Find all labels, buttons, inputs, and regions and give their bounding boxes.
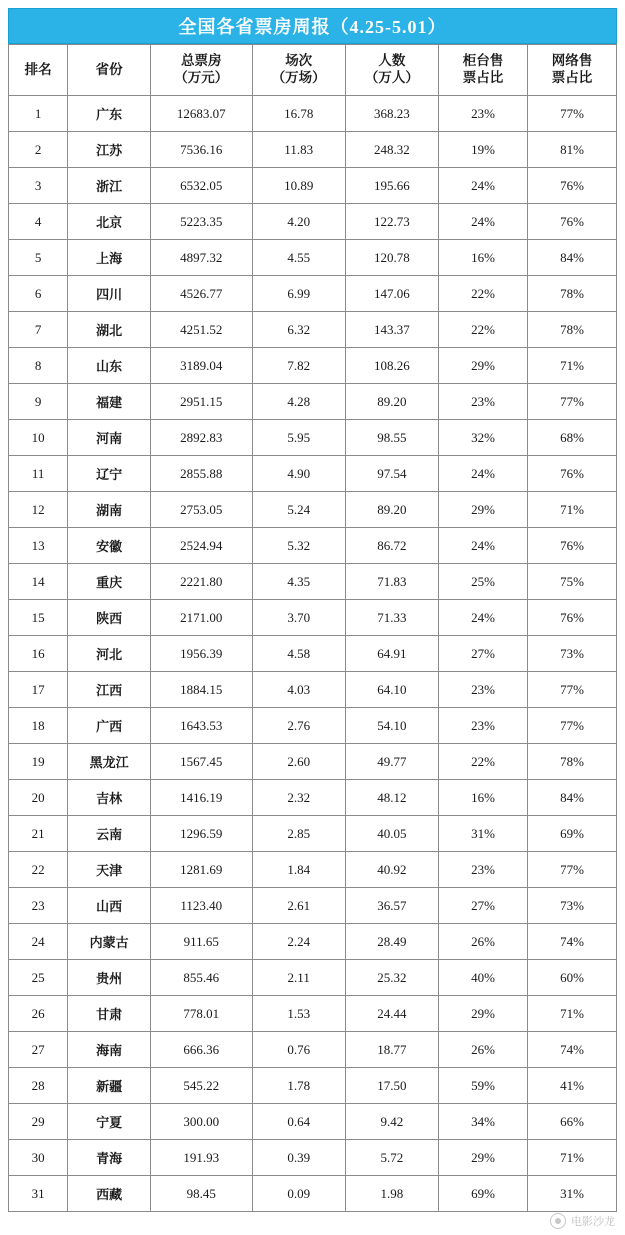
table-row (9, 528, 617, 564)
table-cell: 300.00 (150, 1104, 252, 1140)
table-cell: 23% (439, 708, 528, 744)
table-row (9, 672, 617, 708)
table-column-header-line: 柜台售 (462, 53, 504, 69)
table-cell: 71% (527, 492, 616, 528)
table-cell: 13 (9, 528, 68, 564)
table-cell: 青海 (68, 1140, 151, 1176)
table-cell: 71% (527, 996, 616, 1032)
table-cell: 31 (9, 1176, 68, 1212)
table-cell: 97.54 (345, 456, 438, 492)
table-cell: 浙江 (68, 168, 151, 204)
table-cell: 4.90 (252, 456, 345, 492)
table-cell: 34% (439, 1104, 528, 1140)
table-cell: 22% (439, 312, 528, 348)
table-cell: 上海 (68, 240, 151, 276)
table-cell: 16 (9, 636, 68, 672)
table-cell: 29% (439, 492, 528, 528)
table-cell: 64.91 (345, 636, 438, 672)
table-cell: 73% (527, 888, 616, 924)
table-cell: 16% (439, 240, 528, 276)
table-cell: 22% (439, 744, 528, 780)
table-cell: 7 (9, 312, 68, 348)
table-cell: 陕西 (68, 600, 151, 636)
table-cell: 29% (439, 1140, 528, 1176)
table-cell: 1296.59 (150, 816, 252, 852)
table-cell: 25.32 (345, 960, 438, 996)
table-cell: 海南 (68, 1032, 151, 1068)
table-row (9, 492, 617, 528)
table-cell: 248.32 (345, 132, 438, 168)
table-cell: 山东 (68, 348, 151, 384)
table-cell: 6.99 (252, 276, 345, 312)
table-cell: 5 (9, 240, 68, 276)
table-row (9, 276, 617, 312)
table-cell: 23% (439, 852, 528, 888)
table-cell: 西藏 (68, 1176, 151, 1212)
table-cell: 1.78 (252, 1068, 345, 1104)
table-cell: 71.33 (345, 600, 438, 636)
table-cell: 75% (527, 564, 616, 600)
table-row (9, 708, 617, 744)
table-cell: 89.20 (345, 492, 438, 528)
table-cell: 23% (439, 384, 528, 420)
report-title-bar (8, 8, 617, 44)
table-cell: 16% (439, 780, 528, 816)
table-cell: 28 (9, 1068, 68, 1104)
table-cell: 8 (9, 348, 68, 384)
table-cell: 5.32 (252, 528, 345, 564)
table-cell: 17.50 (345, 1068, 438, 1104)
table-column-header (150, 45, 252, 96)
table-cell: 24% (439, 456, 528, 492)
table-cell: 23% (439, 672, 528, 708)
table-cell: 30 (9, 1140, 68, 1176)
table-cell: 2.85 (252, 816, 345, 852)
table-row (9, 420, 617, 456)
table-cell: 25% (439, 564, 528, 600)
table-body (9, 96, 617, 1212)
table-cell: 74% (527, 924, 616, 960)
table-cell: 1567.45 (150, 744, 252, 780)
table-row (9, 312, 617, 348)
table-cell: 23 (9, 888, 68, 924)
table-cell: 98.55 (345, 420, 438, 456)
table-cell: 1416.19 (150, 780, 252, 816)
table-cell: 4.58 (252, 636, 345, 672)
table-cell: 49.77 (345, 744, 438, 780)
table-cell: 18 (9, 708, 68, 744)
table-cell: 10.89 (252, 168, 345, 204)
table-cell: 17 (9, 672, 68, 708)
table-row (9, 564, 617, 600)
table-cell: 81% (527, 132, 616, 168)
table-cell: 191.93 (150, 1140, 252, 1176)
table-cell: 江苏 (68, 132, 151, 168)
table-cell: 21 (9, 816, 68, 852)
table-column-header (527, 45, 616, 96)
table-cell: 666.36 (150, 1032, 252, 1068)
table-cell: 29% (439, 348, 528, 384)
table-cell: 84% (527, 780, 616, 816)
table-cell: 41% (527, 1068, 616, 1104)
table-cell: 76% (527, 600, 616, 636)
table-cell: 14 (9, 564, 68, 600)
table-cell: 59% (439, 1068, 528, 1104)
table-cell: 86.72 (345, 528, 438, 564)
table-cell: 48.12 (345, 780, 438, 816)
table-cell: 78% (527, 276, 616, 312)
table-cell: 云南 (68, 816, 151, 852)
table-cell: 1281.69 (150, 852, 252, 888)
box-office-table (8, 44, 617, 1212)
table-row (9, 852, 617, 888)
table-cell: 2171.00 (150, 600, 252, 636)
table-cell: 安徽 (68, 528, 151, 564)
table-cell: 2.61 (252, 888, 345, 924)
table-cell: 黑龙江 (68, 744, 151, 780)
table-column-header-line: 网络售 (551, 53, 593, 69)
table-cell: 69% (527, 816, 616, 852)
table-cell: 31% (439, 816, 528, 852)
table-cell: 122.73 (345, 204, 438, 240)
table-cell: 98.45 (150, 1176, 252, 1212)
table-cell: 73% (527, 636, 616, 672)
table-cell: 66% (527, 1104, 616, 1140)
table-cell: 32% (439, 420, 528, 456)
table-column-header (252, 45, 345, 96)
table-cell: 2524.94 (150, 528, 252, 564)
table-cell: 甘肃 (68, 996, 151, 1032)
table-cell: 29 (9, 1104, 68, 1140)
table-cell: 2.76 (252, 708, 345, 744)
table-cell: 89.20 (345, 384, 438, 420)
table-cell: 29% (439, 996, 528, 1032)
table-cell: 76% (527, 168, 616, 204)
table-row (9, 888, 617, 924)
table-cell: 15 (9, 600, 68, 636)
table-row (9, 1176, 617, 1212)
table-cell: 12 (9, 492, 68, 528)
table-cell: 5.24 (252, 492, 345, 528)
table-column-header-line: 人数 (378, 53, 406, 69)
table-cell: 64.10 (345, 672, 438, 708)
table-cell: 24% (439, 168, 528, 204)
table-cell: 宁夏 (68, 1104, 151, 1140)
table-cell: 71.83 (345, 564, 438, 600)
table-cell: 24% (439, 204, 528, 240)
table-header-row (9, 45, 617, 96)
table-row (9, 744, 617, 780)
table-cell: 天津 (68, 852, 151, 888)
table-cell: 2892.83 (150, 420, 252, 456)
table-column-header (439, 45, 528, 96)
table-column-header-line: 排名 (24, 61, 52, 77)
table-cell: 855.46 (150, 960, 252, 996)
table-row (9, 1140, 617, 1176)
table-cell: 545.22 (150, 1068, 252, 1104)
table-cell: 26 (9, 996, 68, 1032)
table-cell: 27 (9, 1032, 68, 1068)
table-cell: 福建 (68, 384, 151, 420)
table-cell: 3 (9, 168, 68, 204)
table-cell: 77% (527, 384, 616, 420)
table-row (9, 816, 617, 852)
table-cell: 11 (9, 456, 68, 492)
table-cell: 77% (527, 852, 616, 888)
table-cell: 四川 (68, 276, 151, 312)
table-cell: 1 (9, 96, 68, 132)
table-cell: 31% (527, 1176, 616, 1212)
table-cell: 76% (527, 528, 616, 564)
table-cell: 27% (439, 888, 528, 924)
table-cell: 0.64 (252, 1104, 345, 1140)
table-cell: 1884.15 (150, 672, 252, 708)
table-cell: 4.03 (252, 672, 345, 708)
table-cell: 20 (9, 780, 68, 816)
table-cell: 77% (527, 708, 616, 744)
table-cell: 江西 (68, 672, 151, 708)
table-cell: 120.78 (345, 240, 438, 276)
table-row (9, 348, 617, 384)
table-cell: 4.28 (252, 384, 345, 420)
table-cell: 辽宁 (68, 456, 151, 492)
table-cell: 2.11 (252, 960, 345, 996)
table-cell: 76% (527, 204, 616, 240)
table-row (9, 132, 617, 168)
table-cell: 湖北 (68, 312, 151, 348)
table-cell: 40.92 (345, 852, 438, 888)
table-cell: 22 (9, 852, 68, 888)
table-cell: 1956.39 (150, 636, 252, 672)
table-cell: 77% (527, 672, 616, 708)
table-cell: 0.39 (252, 1140, 345, 1176)
table-cell: 0.09 (252, 1176, 345, 1212)
table-cell: 内蒙古 (68, 924, 151, 960)
table-cell: 74% (527, 1032, 616, 1068)
table-cell: 河北 (68, 636, 151, 672)
table-cell: 10 (9, 420, 68, 456)
table-column-header-line: （万人） (364, 70, 419, 85)
table-cell: 22% (439, 276, 528, 312)
table-cell: 新疆 (68, 1068, 151, 1104)
table-cell: 4 (9, 204, 68, 240)
table-row (9, 924, 617, 960)
table-cell: 1123.40 (150, 888, 252, 924)
table-cell: 24 (9, 924, 68, 960)
table-cell: 湖南 (68, 492, 151, 528)
table-cell: 68% (527, 420, 616, 456)
table-cell: 195.66 (345, 168, 438, 204)
table-row (9, 96, 617, 132)
table-cell: 2855.88 (150, 456, 252, 492)
table-cell: 重庆 (68, 564, 151, 600)
table-row (9, 204, 617, 240)
table-cell: 77% (527, 96, 616, 132)
table-cell: 11.83 (252, 132, 345, 168)
table-cell: 3189.04 (150, 348, 252, 384)
table-column-header-line: 总票房 (181, 53, 222, 69)
table-cell: 40.05 (345, 816, 438, 852)
table-cell: 河南 (68, 420, 151, 456)
table-cell: 1.53 (252, 996, 345, 1032)
table-cell: 78% (527, 312, 616, 348)
table-cell: 27% (439, 636, 528, 672)
table-cell: 26% (439, 1032, 528, 1068)
table-cell: 4251.52 (150, 312, 252, 348)
table-cell: 7536.16 (150, 132, 252, 168)
table-cell: 北京 (68, 204, 151, 240)
table-row (9, 240, 617, 276)
table-cell: 4.20 (252, 204, 345, 240)
table-cell: 16.78 (252, 96, 345, 132)
table-row (9, 1104, 617, 1140)
table-cell: 7.82 (252, 348, 345, 384)
table-cell: 广西 (68, 708, 151, 744)
table-cell: 108.26 (345, 348, 438, 384)
table-cell: 911.65 (150, 924, 252, 960)
table-cell: 76% (527, 456, 616, 492)
table-cell: 贵州 (68, 960, 151, 996)
table-cell: 25 (9, 960, 68, 996)
table-cell: 1643.53 (150, 708, 252, 744)
table-column-header-line: （万元） (174, 70, 229, 85)
table-cell: 5.72 (345, 1140, 438, 1176)
table-cell: 60% (527, 960, 616, 996)
table-row (9, 636, 617, 672)
table-cell: 778.01 (150, 996, 252, 1032)
table-row (9, 960, 617, 996)
circle-logo-icon (550, 1213, 566, 1229)
table-cell: 1.84 (252, 852, 345, 888)
table-cell: 6532.05 (150, 168, 252, 204)
table-cell: 吉林 (68, 780, 151, 816)
table-cell: 9.42 (345, 1104, 438, 1140)
table-cell: 40% (439, 960, 528, 996)
table-cell: 18.77 (345, 1032, 438, 1068)
table-cell: 5.95 (252, 420, 345, 456)
table-row (9, 780, 617, 816)
table-cell: 12683.07 (150, 96, 252, 132)
table-cell: 0.76 (252, 1032, 345, 1068)
watermark (550, 1213, 615, 1229)
table-cell: 4.35 (252, 564, 345, 600)
table-cell: 69% (439, 1176, 528, 1212)
table-cell: 6.32 (252, 312, 345, 348)
table-cell: 54.10 (345, 708, 438, 744)
table-column-header-line: 票占比 (551, 70, 593, 85)
table-cell: 19% (439, 132, 528, 168)
table-row (9, 600, 617, 636)
table-cell: 368.23 (345, 96, 438, 132)
table-column-header-line: 省份 (95, 61, 123, 77)
table-row (9, 1068, 617, 1104)
table-cell: 2221.80 (150, 564, 252, 600)
table-cell: 6 (9, 276, 68, 312)
table-row (9, 384, 617, 420)
table-cell: 1.98 (345, 1176, 438, 1212)
table-cell: 36.57 (345, 888, 438, 924)
table-cell: 71% (527, 1140, 616, 1176)
table-column-header-line: 场次 (285, 53, 313, 69)
table-column-header-line: 票占比 (462, 70, 504, 85)
table-cell: 4526.77 (150, 276, 252, 312)
table-cell: 2.32 (252, 780, 345, 816)
table-cell: 3.70 (252, 600, 345, 636)
table-cell: 广东 (68, 96, 151, 132)
table-header (9, 45, 617, 96)
table-cell: 24% (439, 600, 528, 636)
table-cell: 4897.32 (150, 240, 252, 276)
table-cell: 143.37 (345, 312, 438, 348)
table-cell: 24.44 (345, 996, 438, 1032)
table-column-header-line: （万场） (271, 70, 326, 85)
table-cell: 山西 (68, 888, 151, 924)
table-cell: 23% (439, 96, 528, 132)
table-cell: 71% (527, 348, 616, 384)
watermark-label: 电影沙龙 (571, 1216, 615, 1228)
table-row (9, 456, 617, 492)
table-cell: 26% (439, 924, 528, 960)
table-column-header (345, 45, 438, 96)
table-row (9, 168, 617, 204)
table-cell: 4.55 (252, 240, 345, 276)
table-cell: 2 (9, 132, 68, 168)
page-title: 全国各省票房周报（4.25-5.01） (178, 17, 447, 37)
table-cell: 28.49 (345, 924, 438, 960)
table-cell: 9 (9, 384, 68, 420)
table-row (9, 996, 617, 1032)
table-cell: 84% (527, 240, 616, 276)
table-cell: 2951.15 (150, 384, 252, 420)
table-cell: 2.24 (252, 924, 345, 960)
table-column-header (68, 45, 151, 96)
table-cell: 147.06 (345, 276, 438, 312)
table-column-header (9, 45, 68, 96)
table-row (9, 1032, 617, 1068)
table-cell: 2.60 (252, 744, 345, 780)
table-cell: 78% (527, 744, 616, 780)
table-cell: 19 (9, 744, 68, 780)
table-cell: 5223.35 (150, 204, 252, 240)
table-cell: 24% (439, 528, 528, 564)
table-cell: 2753.05 (150, 492, 252, 528)
